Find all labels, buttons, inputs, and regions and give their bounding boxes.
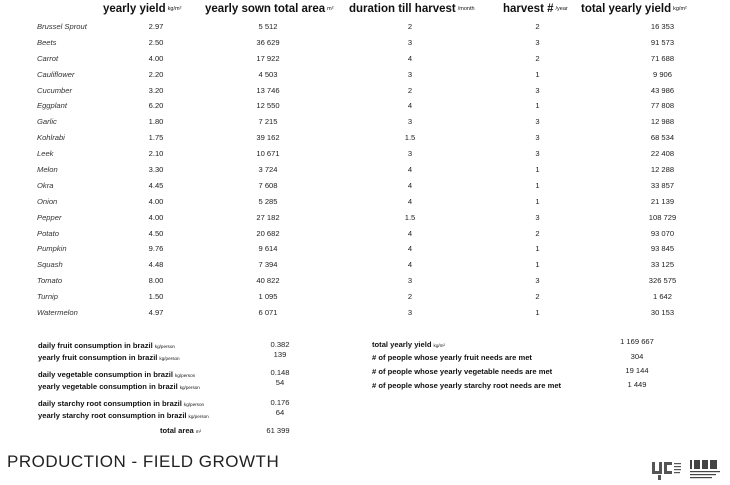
duration-cell: 3 — [407, 117, 413, 127]
table-row — [0, 52, 730, 68]
table-row — [0, 115, 730, 131]
table-row — [0, 227, 730, 243]
area-cell: 5 512 — [258, 22, 278, 31]
daily-starchy-label: daily starchy root consumption in brazil kg/person — [38, 399, 205, 408]
crop-name: Beets — [37, 37, 57, 47]
crop-name: Leek — [37, 149, 54, 159]
harvest-cell: 2 — [535, 53, 540, 63]
duration-cell: 2 — [407, 292, 413, 302]
people-fruit-label: # of people whose yearly fruit needs are met — [372, 353, 532, 362]
total-cell: 71 688 — [650, 53, 675, 63]
total-cell: 16 353 — [650, 22, 675, 31]
crop-name: Cauliflower — [37, 69, 75, 79]
duration-cell: 3 — [407, 149, 413, 159]
total-cell: 93 845 — [650, 244, 675, 254]
duration-cell: 3 — [407, 37, 413, 47]
area-cell: 36 629 — [256, 37, 280, 47]
duration-cell: 1.5 — [404, 133, 416, 143]
duration-cell: 1.5 — [404, 212, 416, 222]
daily-fruit-value: 0.382 — [270, 340, 290, 349]
daily-vegetable-label: daily vegetable consumption in brazil kg/person — [38, 370, 196, 379]
duration-cell: 4 — [407, 180, 413, 190]
crop-name: Turnip — [37, 292, 58, 302]
yearly-starchy-value: 64 — [275, 408, 285, 417]
table-row — [0, 211, 730, 227]
yield-cell: 2.10 — [148, 149, 164, 159]
area-cell: 9 614 — [258, 244, 278, 254]
total-cell: 108 729 — [648, 212, 677, 222]
total-cell: 21 139 — [650, 196, 675, 206]
crop-name: Garlic — [37, 117, 57, 127]
crop-name: Eggplant — [37, 101, 67, 111]
area-cell: 4 503 — [258, 69, 278, 79]
yield-cell: 8.00 — [148, 276, 164, 286]
area-cell: 40 822 — [256, 276, 280, 286]
area-cell: 12 550 — [256, 101, 280, 111]
total-cell: 33 125 — [650, 260, 675, 270]
people-starchy-label: # of people whose yearly starchy root needs are met — [372, 381, 562, 390]
crop-name: Cucumber — [37, 85, 73, 95]
total-cell: 68 534 — [650, 133, 675, 143]
table-row — [0, 36, 730, 52]
harvest-cell: 3 — [535, 276, 540, 286]
daily-fruit-label: daily fruit consumption in brazil kg/person — [38, 341, 175, 350]
total-cell: 77 808 — [650, 101, 675, 111]
yield-cell: 2.20 — [148, 69, 164, 79]
total-cell: 30 153 — [650, 308, 675, 318]
duration-cell: 4 — [407, 196, 413, 206]
table-row — [0, 306, 730, 322]
yield-cell: 1.80 — [148, 117, 164, 127]
duration-cell: 4 — [407, 260, 413, 270]
yearly-fruit-value: 139 — [273, 350, 287, 359]
yield-cell: 4.97 — [148, 308, 164, 318]
total-cell: 326 575 — [648, 276, 677, 286]
area-cell: 13 746 — [256, 85, 280, 95]
total-cell: 12 988 — [650, 117, 675, 127]
yield-cell: 9.76 — [148, 244, 164, 254]
yield-cell: 2.50 — [148, 37, 164, 47]
duration-cell: 2 — [407, 85, 413, 95]
harvest-cell: 1 — [535, 196, 540, 206]
page-title: PRODUCTION - FIELD GROWTH — [7, 452, 280, 471]
table-row — [0, 131, 730, 147]
table-row — [0, 147, 730, 163]
harvest-cell: 1 — [535, 101, 540, 111]
harvest-cell: 2 — [535, 22, 540, 31]
crop-name: Kohlrabi — [37, 133, 65, 143]
yearly-starchy-label: yearly starchy root consumption in brazil kg/person — [38, 411, 209, 420]
crop-name: Squash — [37, 260, 63, 270]
yearly-vegetable-label: yearly vegetable consumption in brazil kg/person — [38, 382, 200, 391]
harvest-cell: 3 — [535, 37, 540, 47]
duration-cell: 4 — [407, 53, 413, 63]
total-yield-label: total yearly yield kg/m² — [372, 340, 445, 349]
yield-cell: 4.00 — [148, 212, 164, 222]
harvest-cell: 3 — [535, 117, 540, 127]
crop-name: Tomato — [37, 276, 63, 286]
header-harvest: harvest # /year — [503, 3, 568, 15]
total-cell: 1 642 — [652, 292, 672, 302]
area-cell: 27 182 — [256, 212, 280, 222]
total-cell: 12 288 — [650, 165, 675, 175]
total-cell: 93 070 — [650, 228, 675, 238]
table-row — [0, 84, 730, 100]
yield-cell: 4.48 — [148, 260, 164, 270]
area-cell: 5 285 — [258, 196, 278, 206]
table-row — [0, 68, 730, 84]
yield-cell: 3.20 — [148, 85, 164, 95]
total-cell: 91 573 — [650, 37, 675, 47]
yield-cell: 3.30 — [148, 165, 164, 175]
total-area-label: total area m² — [160, 426, 202, 435]
total-area-value: 61 399 — [266, 426, 290, 435]
header-total-yield: total yearly yield kg/m² — [581, 3, 687, 15]
yield-cell: 4.00 — [148, 196, 164, 206]
yield-cell: 1.75 — [148, 133, 164, 143]
table-row — [0, 274, 730, 290]
area-cell: 7 394 — [258, 260, 278, 270]
total-cell: 22 408 — [650, 149, 675, 159]
area-cell: 7 215 — [258, 117, 278, 127]
table-row — [0, 20, 730, 36]
harvest-cell: 1 — [535, 69, 540, 79]
crop-name: Potato — [37, 228, 59, 238]
harvest-cell: 2 — [535, 228, 540, 238]
table-row — [0, 290, 730, 306]
crop-name: Okra — [37, 180, 54, 190]
people-vegetable-label: # of people whose yearly vegetable needs are met — [372, 367, 553, 376]
harvest-cell: 3 — [535, 133, 540, 143]
header-sown-area: yearly sown total area m² — [205, 3, 334, 15]
area-cell: 1 095 — [258, 292, 278, 302]
duration-cell: 2 — [407, 22, 413, 31]
yield-cell: 6.20 — [148, 101, 164, 111]
harvest-cell: 1 — [535, 180, 540, 190]
crop-name: Watermelon — [37, 308, 78, 318]
yield-cell: 2.97 — [148, 22, 164, 31]
duration-cell: 4 — [407, 101, 413, 111]
harvest-cell: 1 — [535, 244, 540, 254]
people-fruit-value: 304 — [630, 352, 644, 361]
duration-cell: 3 — [407, 276, 413, 286]
area-cell: 10 671 — [256, 149, 280, 159]
table-row — [0, 258, 730, 274]
yield-cell: 4.50 — [148, 228, 164, 238]
yield-cell: 1.50 — [148, 292, 164, 302]
harvest-cell: 1 — [535, 260, 540, 270]
area-cell: 7 608 — [258, 180, 278, 190]
area-cell: 20 682 — [256, 228, 280, 238]
crop-name: Brussel Sprout — [37, 22, 87, 31]
table-row — [0, 195, 730, 211]
header-yearly-yield: yearly yield kg/m² — [103, 3, 182, 15]
daily-vegetable-value: 0.148 — [270, 368, 290, 377]
total-cell: 33 857 — [650, 180, 675, 190]
yearly-fruit-label: yearly fruit consumption in brazil kg/person — [38, 353, 180, 362]
table-row — [0, 163, 730, 179]
duration-cell: 4 — [407, 228, 413, 238]
yield-cell: 4.45 — [148, 180, 164, 190]
daily-starchy-value: 0.176 — [270, 398, 290, 407]
duration-cell: 3 — [407, 69, 413, 79]
lab-logo-icon — [650, 459, 682, 481]
area-cell: 17 922 — [256, 53, 280, 63]
people-vegetable-value: 19 144 — [625, 366, 649, 375]
institute-logo-icon — [688, 458, 724, 480]
harvest-cell: 2 — [535, 292, 540, 302]
total-cell: 43 986 — [650, 85, 675, 95]
header-duration: duration till harvest /month — [349, 3, 475, 15]
area-cell: 39 162 — [256, 133, 280, 143]
table-row — [0, 242, 730, 258]
yearly-vegetable-value: 54 — [275, 378, 285, 387]
crop-name: Pepper — [37, 212, 62, 222]
people-starchy-value: 1 449 — [627, 380, 647, 389]
area-cell: 6 071 — [258, 308, 278, 318]
crop-table — [0, 20, 730, 322]
crop-name: Onion — [37, 196, 58, 206]
table-row — [0, 179, 730, 195]
total-cell: 9 906 — [652, 69, 672, 79]
harvest-cell: 1 — [535, 308, 540, 318]
crop-name: Carrot — [37, 53, 59, 63]
crop-name: Pumpkin — [37, 244, 67, 254]
area-cell: 3 724 — [258, 165, 278, 175]
crop-name: Melon — [37, 165, 58, 175]
total-yield-value: 1 169 667 — [620, 337, 654, 346]
duration-cell: 4 — [407, 244, 413, 254]
harvest-cell: 3 — [535, 85, 540, 95]
harvest-cell: 1 — [535, 165, 540, 175]
duration-cell: 4 — [407, 165, 413, 175]
harvest-cell: 3 — [535, 149, 540, 159]
yield-cell: 4.00 — [148, 53, 164, 63]
duration-cell: 3 — [407, 308, 413, 318]
harvest-cell: 3 — [535, 212, 540, 222]
table-row — [0, 99, 730, 115]
